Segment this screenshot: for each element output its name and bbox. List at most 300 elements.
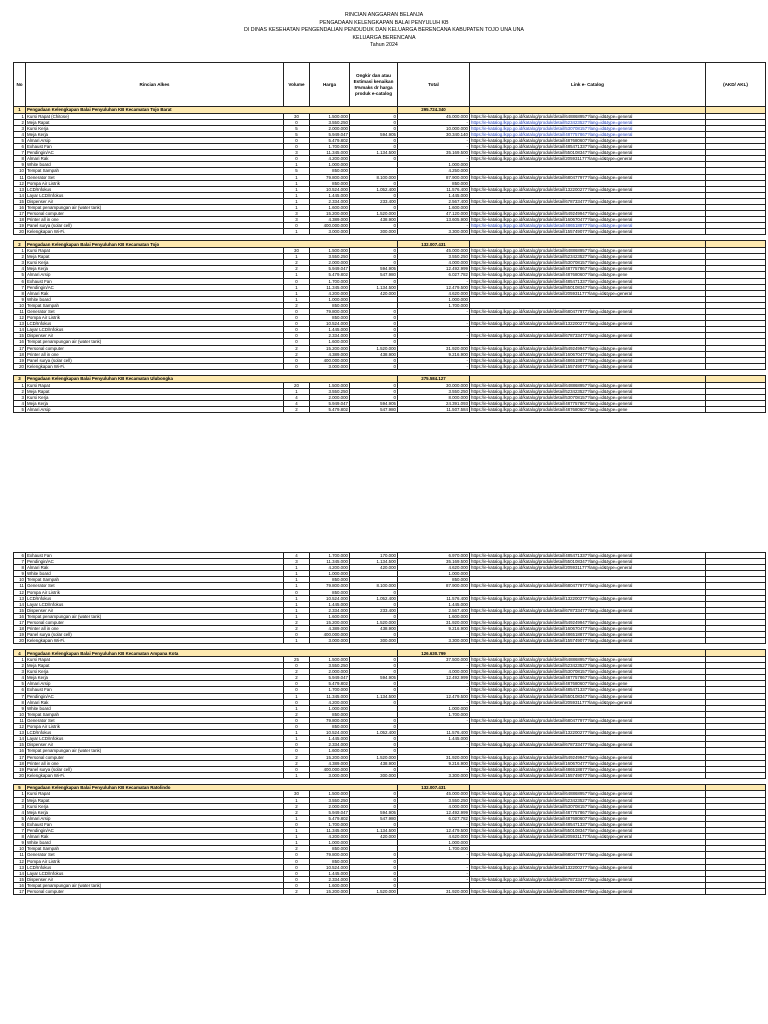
item-total: 1.000.000 [398,162,470,168]
item-shipping: 0 [350,791,398,797]
item-name: Tempat penampungan air (water tank) [26,613,284,619]
item-name: Generator Set [26,717,284,723]
catalog-link[interactable]: https://e-katalog.lkpp.go.id/katalog/produk/detail/132200277?lang=id&type=general [470,595,706,601]
catalog-link[interactable]: https://e-katalog.lkpp.go.id/katalog/produk/detail/155749077?lang=id&type=general [470,772,706,778]
catalog-link[interactable]: https://e-katalog.lkpp.go.id/katalog/produk/detail/205931177?lang=id&type=general [470,699,706,705]
item-volume: 0 [284,858,310,864]
item-shipping: 0 [350,125,398,131]
catalog-link[interactable]: https://e-katalog.lkpp.go.id/katalog/produk/detail/530708157?lang=id&type=general [470,669,706,675]
item-name: LCD/Infokus [26,186,284,192]
item-total: - [398,717,470,723]
item-no: 11 [14,852,26,858]
catalog-link[interactable]: https://e-katalog.lkpp.go.id/katalog/produk/detail/678733477?lang=id&type=general [470,876,706,882]
catalog-link[interactable]: https://e-katalog.lkpp.go.id/katalog/produk/detail/678733477?lang=id&type=general [470,742,706,748]
item-name: Pompa Air Listrik [26,858,284,864]
item-volume: 2 [284,754,310,760]
item-volume: 2 [284,266,310,272]
item-price: 1.445.000 [310,327,350,333]
catalog-link[interactable]: https://e-katalog.lkpp.go.id/katalog/produk/detail/549249947?lang=id&type=general [470,345,706,351]
item-price: 5.479.802 [310,681,350,687]
item-no: 3 [14,260,26,266]
catalog-link[interactable]: https://e-katalog.lkpp.go.id/katalog/produk/detail/680477977?lang=id&type=general [470,717,706,723]
item-no: 5 [14,137,26,143]
item-name: Meja Kerja [26,266,284,272]
item-name: Kelengkapan Wi-Fi. [26,229,284,235]
catalog-link[interactable]: https://e-katalog.lkpp.go.id/katalog/produk/detail/487757867?lang=id&type=general [470,809,706,815]
catalog-link[interactable]: https://e-katalog.lkpp.go.id/katalog/produk/detail/487680607?lang=id&type=gene [470,137,706,143]
item-price: 5.479.802 [310,137,350,143]
item-price: 2.000.000 [310,394,350,400]
item-volume: 0 [284,357,310,363]
item-name: LCD/Infokus [26,595,284,601]
item-total: - [398,156,470,162]
item-price: 5.479.802 [310,272,350,278]
item-volume: 1 [284,571,310,577]
col-akd: (AKD/ AKL) [706,63,766,107]
item-no: 17 [14,888,26,894]
catalog-link[interactable]: https://e-katalog.lkpp.go.id/katalog/produk/detail/549249947?lang=id&type=general [470,888,706,894]
item-name: Almari Arsip [26,272,284,278]
item-total: - [398,363,470,369]
catalog-link[interactable]: https://e-katalog.lkpp.go.id/katalog/produk/detail/155749077?lang=id&type=general [470,229,706,235]
item-shipping: 0 [350,260,398,266]
item-total: 87.900.000 [398,583,470,589]
item-total: 35.169.500 [398,559,470,565]
item-name: Pendingin/AC [26,559,284,565]
item-volume: 1 [284,705,310,711]
item-total: 35.169.500 [398,150,470,156]
section-total: 295.724.340 [398,107,470,114]
catalog-link[interactable]: https://e-katalog.lkpp.go.id/katalog/produk/detail/487680607?lang=id&type=gene [470,406,706,412]
catalog-link[interactable]: https://e-katalog.lkpp.go.id/katalog/produk/detail/678733477?lang=id&type=general [470,198,706,204]
item-no: 5 [14,272,26,278]
item-shipping: 1.052.400 [350,730,398,736]
item-price: 5.479.802 [310,815,350,821]
item-no: 15 [14,333,26,339]
item-shipping: 0 [350,180,398,186]
catalog-link[interactable]: https://e-katalog.lkpp.go.id/katalog/produk/detail/160670477?lang=id&type=general [470,760,706,766]
item-shipping: 0 [350,192,398,198]
item-total: 2.567.400 [398,198,470,204]
catalog-link[interactable]: https://e-katalog.lkpp.go.id/katalog/produk/detail/155749077?lang=id&type=general [470,363,706,369]
item-total: - [398,321,470,327]
catalog-link[interactable]: https://e-katalog.lkpp.go.id/katalog/produk/detail/486518877?lang=id&type=general [470,632,706,638]
item-name: Printer all in one [26,351,284,357]
catalog-link[interactable]: https://e-katalog.lkpp.go.id/katalog/produk/detail/549249947?lang=id&type=general [470,754,706,760]
item-shipping: 0 [350,119,398,125]
item-name: Almari Rak [26,565,284,571]
item-shipping: 1.520.000 [350,754,398,760]
item-total: 45.000.000 [398,791,470,797]
catalog-link[interactable]: https://e-katalog.lkpp.go.id/katalog/produk/detail/530708157?lang=id&type=general [470,803,706,809]
item-shipping: 0 [350,156,398,162]
item-no: 9 [14,162,26,168]
catalog-link[interactable]: https://e-katalog.lkpp.go.id/katalog/produk/detail/487757867?lang=id&type=general [470,675,706,681]
catalog-link[interactable]: https://e-katalog.lkpp.go.id/katalog/produk/detail/530708157?lang=id&type=general [470,394,706,400]
item-name: Exhaust Fan [26,144,284,150]
item-name: Personal computer [26,620,284,626]
item-total: 2.567.400 [398,607,470,613]
catalog-link[interactable]: https://e-katalog.lkpp.go.id/katalog/produk/detail/485471337?lang=id&type=general [470,278,706,284]
item-name: Kursi Rapat [26,791,284,797]
item-shipping: 1.520.000 [350,620,398,626]
item-total: 11.576.400 [398,186,470,192]
item-shipping: 1.134.500 [350,693,398,699]
item-no: 2 [14,119,26,125]
item-no: 19 [14,766,26,772]
item-total: 4.620.000 [398,565,470,571]
item-shipping: 0 [350,278,398,284]
item-name: Exhaust Fan [26,687,284,693]
item-name: White board [26,705,284,711]
item-no: 4 [14,809,26,815]
item-price: 4.389.000 [310,217,350,223]
item-volume: 0 [284,864,310,870]
item-name: Kursi Kerja [26,394,284,400]
item-price: 3.550.250 [310,663,350,669]
item-total: 9.216.900 [398,626,470,632]
catalog-link[interactable]: https://e-katalog.lkpp.go.id/katalog/produk/detail/523423527?lang=id&type=general [470,388,706,394]
item-no: 1 [14,382,26,388]
item-no: 6 [14,278,26,284]
item-shipping: 438.900 [350,760,398,766]
item-total: - [398,663,470,669]
catalog-link[interactable]: https://e-katalog.lkpp.go.id/katalog/produk/detail/530708157?lang=id&type=general [470,125,706,131]
item-volume: 3 [284,559,310,565]
item-shipping: 0 [350,663,398,669]
item-price: 1.445.000 [310,870,350,876]
item-volume: 0 [284,223,310,229]
item-price: 1.445.000 [310,192,350,198]
catalog-link[interactable]: https://e-katalog.lkpp.go.id/katalog/produk/detail/205931177?lang=id&type=general [470,565,706,571]
item-volume: 2 [284,626,310,632]
item-name: Kursi Rapat [26,382,284,388]
item-volume: 0 [284,681,310,687]
catalog-link[interactable]: https://e-katalog.lkpp.go.id/katalog/produk/detail/648868957?lang=id&type=general [470,657,706,663]
item-price: 10.524.000 [310,595,350,601]
catalog-link[interactable]: https://e-katalog.lkpp.go.id/katalog/produk/detail/530708157?lang=id&type=general [470,260,706,266]
catalog-link[interactable]: https://e-katalog.lkpp.go.id/katalog/produk/detail/648868957?lang=id&type=general [470,791,706,797]
section-header-row [14,375,766,382]
item-price: 1.600.000 [310,205,350,211]
item-no: 2 [14,254,26,260]
item-shipping: 0 [350,223,398,229]
item-no: 11 [14,583,26,589]
item-total: 1.445.000 [398,601,470,607]
item-total: - [398,137,470,143]
item-no: 8 [14,834,26,840]
item-name: LCD/Infokus [26,864,284,870]
item-name: Tempat Sampah [26,302,284,308]
item-shipping: 0 [350,382,398,388]
item-total: 9.216.900 [398,760,470,766]
item-price: 850.000 [310,711,350,717]
item-no: 10 [14,846,26,852]
item-price: 5.949.047 [310,266,350,272]
item-total: 1.000.000 [398,840,470,846]
catalog-link[interactable]: https://e-katalog.lkpp.go.id/katalog/produk/detail/485471337?lang=id&type=general [470,687,706,693]
section-number: 2 [14,241,26,248]
item-total: 1.445.000 [398,736,470,742]
item-shipping: 0 [350,742,398,748]
item-price: 850.000 [310,724,350,730]
item-shipping: 0 [350,144,398,150]
catalog-link[interactable]: https://e-katalog.lkpp.go.id/katalog/produk/detail/523423527?lang=id&type=general [470,254,706,260]
catalog-link[interactable]: https://e-katalog.lkpp.go.id/katalog/produk/detail/680477977?lang=id&type=general [470,174,706,180]
catalog-link[interactable]: https://e-katalog.lkpp.go.id/katalog/produk/detail/132200277?lang=id&type=general [470,730,706,736]
item-no: 11 [14,717,26,723]
item-total: 3.550.250 [398,254,470,260]
item-shipping: 438.900 [350,217,398,223]
item-shipping: 0 [350,632,398,638]
header-line-1: RINCIAN ANGGARAN BELANJA [344,12,424,18]
catalog-link[interactable]: https://e-katalog.lkpp.go.id/katalog/produk/detail/550108347?lang=id&type=general [470,693,706,699]
item-shipping: 594.905 [350,266,398,272]
catalog-link[interactable]: https://e-katalog.lkpp.go.id/katalog/produk/detail/680477977?lang=id&type=general [470,309,706,315]
item-name: Tempat Sampah [26,846,284,852]
item-shipping: 438.900 [350,351,398,357]
item-name: White board [26,296,284,302]
item-no: 16 [14,748,26,754]
item-total: 24.391.093 [398,400,470,406]
item-name: Meja Rapat [26,797,284,803]
catalog-link[interactable]: https://e-katalog.lkpp.go.id/katalog/produk/detail/205931177?lang=id&type=general [470,290,706,296]
item-shipping: 0 [350,882,398,888]
catalog-link[interactable]: https://e-katalog.lkpp.go.id/katalog/produk/detail/523423527?lang=id&type=general [470,797,706,803]
item-shipping: 594.905 [350,400,398,406]
item-name: Dispenser Air [26,876,284,882]
item-price: 1.445.000 [310,601,350,607]
item-shipping: 1.134.500 [350,559,398,565]
item-no: 16 [14,882,26,888]
catalog-link[interactable]: https://e-katalog.lkpp.go.id/katalog/produk/detail/523423527?lang=id&type=general [470,119,706,125]
item-total: 850.000 [398,180,470,186]
item-volume: 1 [284,638,310,644]
item-name: Pendingin/AC [26,828,284,834]
catalog-link[interactable]: https://e-katalog.lkpp.go.id/katalog/produk/detail/550108347?lang=id&type=general [470,559,706,565]
item-volume: 0 [284,882,310,888]
item-volume: 1 [284,284,310,290]
item-total: 1.700.000 [398,846,470,852]
item-volume: 2 [284,675,310,681]
item-no: 18 [14,626,26,632]
header-line-2: PENGADAAN KELENGKAPAN BALAI PENYULUH KB [319,19,449,26]
item-price: 3.550.250 [310,254,350,260]
catalog-link[interactable]: https://e-katalog.lkpp.go.id/katalog/produk/detail/549249947?lang=id&type=general [470,620,706,626]
item-no: 1 [14,113,26,119]
item-price: 400.000.000 [310,357,350,363]
catalog-link[interactable]: https://e-katalog.lkpp.go.id/katalog/produk/detail/205931177?lang=id&type=general [470,156,706,162]
catalog-link[interactable]: https://e-katalog.lkpp.go.id/katalog/produk/detail/160670477?lang=id&type=general [470,217,706,223]
item-volume: 0 [284,363,310,369]
item-volume: 0 [284,339,310,345]
item-total: 1.700.000 [398,711,470,717]
catalog-link[interactable]: https://e-katalog.lkpp.go.id/katalog/produk/detail/549249947?lang=id&type=general [470,211,706,217]
item-akd [706,888,766,894]
item-name: Panel surya (solar cell) [26,357,284,363]
item-price: 79.800.000 [310,309,350,315]
item-no: 10 [14,711,26,717]
catalog-link[interactable]: https://e-katalog.lkpp.go.id/katalog/produk/detail/487757867?lang=id&type=general [470,400,706,406]
item-volume: 0 [284,748,310,754]
item-name: Printer all in one [26,217,284,223]
section-number: 1 [14,107,26,114]
catalog-link[interactable]: https://e-katalog.lkpp.go.id/katalog/produk/detail/487680607?lang=id&type=gene [470,681,706,687]
item-price: 850.000 [310,846,350,852]
item-total: - [398,876,470,882]
item-name: Pendingin/AC [26,150,284,156]
item-volume: 0 [284,156,310,162]
item-total: - [398,821,470,827]
catalog-link[interactable]: https://e-katalog.lkpp.go.id/katalog/produk/detail/486518877?lang=id&type=general [470,766,706,772]
item-name: Almari Rak [26,699,284,705]
catalog-link[interactable]: https://e-katalog.lkpp.go.id/katalog/produk/detail/132200277?lang=id&type=general [470,864,706,870]
item-volume: 20 [284,382,310,388]
item-name: Personal computer [26,754,284,760]
catalog-link[interactable]: https://e-katalog.lkpp.go.id/katalog/produk/detail/648868957?lang=id&type=general [470,248,706,254]
catalog-link[interactable]: https://e-katalog.lkpp.go.id/katalog/produk/detail/486518877?lang=id&type=general [470,357,706,363]
catalog-link[interactable]: https://e-katalog.lkpp.go.id/katalog/produk/detail/487680607?lang=id&type=gene [470,815,706,821]
item-no: 9 [14,840,26,846]
catalog-link[interactable]: https://e-katalog.lkpp.go.id/katalog/produk/detail/487757867?lang=id&type=general [470,131,706,137]
item-volume: 1 [284,601,310,607]
item-price: 2.334.000 [310,607,350,613]
item-name: Tempat Sampah [26,168,284,174]
item-price: 3.550.250 [310,388,350,394]
item-volume: 1 [284,186,310,192]
item-volume: 25 [284,657,310,663]
item-volume: 0 [284,663,310,669]
item-shipping: 0 [350,394,398,400]
item-total: 1.000.000 [398,296,470,302]
catalog-link[interactable]: https://e-katalog.lkpp.go.id/katalog/produk/detail/523423527?lang=id&type=general [470,663,706,669]
item-price: 1.000.000 [310,296,350,302]
item-no: 8 [14,699,26,705]
catalog-link[interactable]: https://e-katalog.lkpp.go.id/katalog/produk/detail/160670477?lang=id&type=general [470,351,706,357]
item-price: 79.800.000 [310,852,350,858]
item-no: 15 [14,876,26,882]
item-no: 12 [14,589,26,595]
catalog-link[interactable]: https://e-katalog.lkpp.go.id/katalog/produk/detail/680477977?lang=id&type=general [470,852,706,858]
catalog-link[interactable]: https://e-katalog.lkpp.go.id/katalog/produk/detail/680477977?lang=id&type=general [470,583,706,589]
catalog-link[interactable]: https://e-katalog.lkpp.go.id/katalog/produk/detail/132200277?lang=id&type=general [470,186,706,192]
item-no: 20 [14,363,26,369]
item-volume: 2 [284,809,310,815]
catalog-link[interactable]: https://e-katalog.lkpp.go.id/katalog/produk/detail/678733477?lang=id&type=general [470,333,706,339]
item-price: 2.334.000 [310,333,350,339]
catalog-link[interactable]: https://e-katalog.lkpp.go.id/katalog/produk/detail/485471337?lang=id&type=general [470,821,706,827]
item-name: Meja Kerja [26,809,284,815]
item-no: 8 [14,565,26,571]
item-name: Kursi Kerja [26,260,284,266]
item-volume: 2 [284,711,310,717]
item-no: 6 [14,553,26,559]
item-volume: 2 [284,803,310,809]
item-total: 37.500.000 [398,657,470,663]
catalog-link[interactable]: https://e-katalog.lkpp.go.id/katalog/produk/detail/485471337?lang=id&type=general [470,553,706,559]
catalog-link[interactable]: https://e-katalog.lkpp.go.id/katalog/produk/detail/678733477?lang=id&type=general [470,607,706,613]
item-price: 1.700.000 [310,687,350,693]
catalog-link[interactable]: https://e-katalog.lkpp.go.id/katalog/produk/detail/550108347?lang=id&type=general [470,284,706,290]
budget-table-page-1 [13,62,765,413]
item-price: 2.000.000 [310,260,350,266]
item-name: Almari Arsip [26,137,284,143]
item-shipping: 0 [350,699,398,705]
catalog-link[interactable]: https://e-katalog.lkpp.go.id/katalog/produk/detail/160670477?lang=id&type=general [470,626,706,632]
item-name: Kursi Kerja [26,125,284,131]
catalog-link[interactable]: https://e-katalog.lkpp.go.id/katalog/produk/detail/132200277?lang=id&type=general [470,321,706,327]
item-volume: 0 [284,333,310,339]
item-shipping: 1.052.400 [350,595,398,601]
item-no: 8 [14,156,26,162]
item-volume: 2 [284,302,310,308]
catalog-link[interactable]: https://e-katalog.lkpp.go.id/katalog/produk/detail/486518877?lang=id&type=general [470,223,706,229]
item-shipping: 300.000 [350,638,398,644]
col-ongkir: Ongkir dan atau Estimasi kenaikan 5%maks dr harga produk e-catalog [350,63,398,107]
item-price: 10.524.000 [310,864,350,870]
item-price: 3.550.250 [310,797,350,803]
catalog-link[interactable]: https://e-katalog.lkpp.go.id/katalog/produk/detail/550108347?lang=id&type=general [470,150,706,156]
section-total: 132.007.431 [398,241,470,248]
catalog-link[interactable]: https://e-katalog.lkpp.go.id/katalog/produk/detail/487680607?lang=id&type=gene [470,272,706,278]
item-shipping: 0 [350,657,398,663]
item-total: 12.479.500 [398,828,470,834]
item-total: 3.550.250 [398,797,470,803]
item-no: 2 [14,663,26,669]
item-name: Generator Set [26,309,284,315]
col-total: Total [398,63,470,107]
item-name: Tempat penampungan air (water tank) [26,205,284,211]
catalog-link[interactable]: https://e-katalog.lkpp.go.id/katalog/produk/detail/648868957?lang=id&type=general [470,113,706,119]
item-total: 1.600.000 [398,205,470,211]
col-no: No [14,63,26,107]
item-total: 11.507.584 [398,406,470,412]
catalog-link[interactable]: https://e-katalog.lkpp.go.id/katalog/produk/detail/648868957?lang=id&type=general [470,382,706,388]
catalog-link[interactable]: https://e-katalog.lkpp.go.id/katalog/produk/detail/487757867?lang=id&type=general [470,266,706,272]
item-shipping: 0 [350,724,398,730]
item-total: - [398,357,470,363]
item-no: 4 [14,675,26,681]
col-volume: Volume [284,63,310,107]
item-shipping: 0 [350,254,398,260]
item-no: 15 [14,742,26,748]
item-price: 1.000.000 [310,705,350,711]
catalog-link[interactable]: https://e-katalog.lkpp.go.id/katalog/produk/detail/155749077?lang=id&type=general [470,638,706,644]
catalog-link[interactable]: https://e-katalog.lkpp.go.id/katalog/produk/detail/485471337?lang=id&type=general [470,144,706,150]
item-volume: 4 [284,400,310,406]
item-shipping: 8.100.000 [350,583,398,589]
item-name: Layar LCD/Infokus [26,192,284,198]
item-total: 31.920.000 [398,620,470,626]
item-shipping: 0 [350,205,398,211]
item-volume: 1 [284,162,310,168]
catalog-link[interactable]: https://e-katalog.lkpp.go.id/katalog/produk/detail/205931177?lang=id&type=general [470,834,706,840]
item-name: Exhaust Fan [26,553,284,559]
section-title: Pengadaan Kelengkapan Balai Penyuluhan KB Kecamatan Tojo [26,241,398,248]
catalog-link[interactable]: https://e-katalog.lkpp.go.id/katalog/produk/detail/550108347?lang=id&type=general [470,828,706,834]
item-total: 4.000.000 [398,669,470,675]
item-shipping: 0 [350,681,398,687]
item-volume: 1 [284,180,310,186]
item-shipping: 0 [350,333,398,339]
item-name: Kelengkapan Wi-Fi. [26,638,284,644]
item-price: 3.000.000 [310,363,350,369]
item-no: 7 [14,828,26,834]
item-price: 400.000.000 [310,632,350,638]
item-shipping: 547.980 [350,815,398,821]
item-name: Pompa Air Listrik [26,589,284,595]
item-no: 20 [14,229,26,235]
